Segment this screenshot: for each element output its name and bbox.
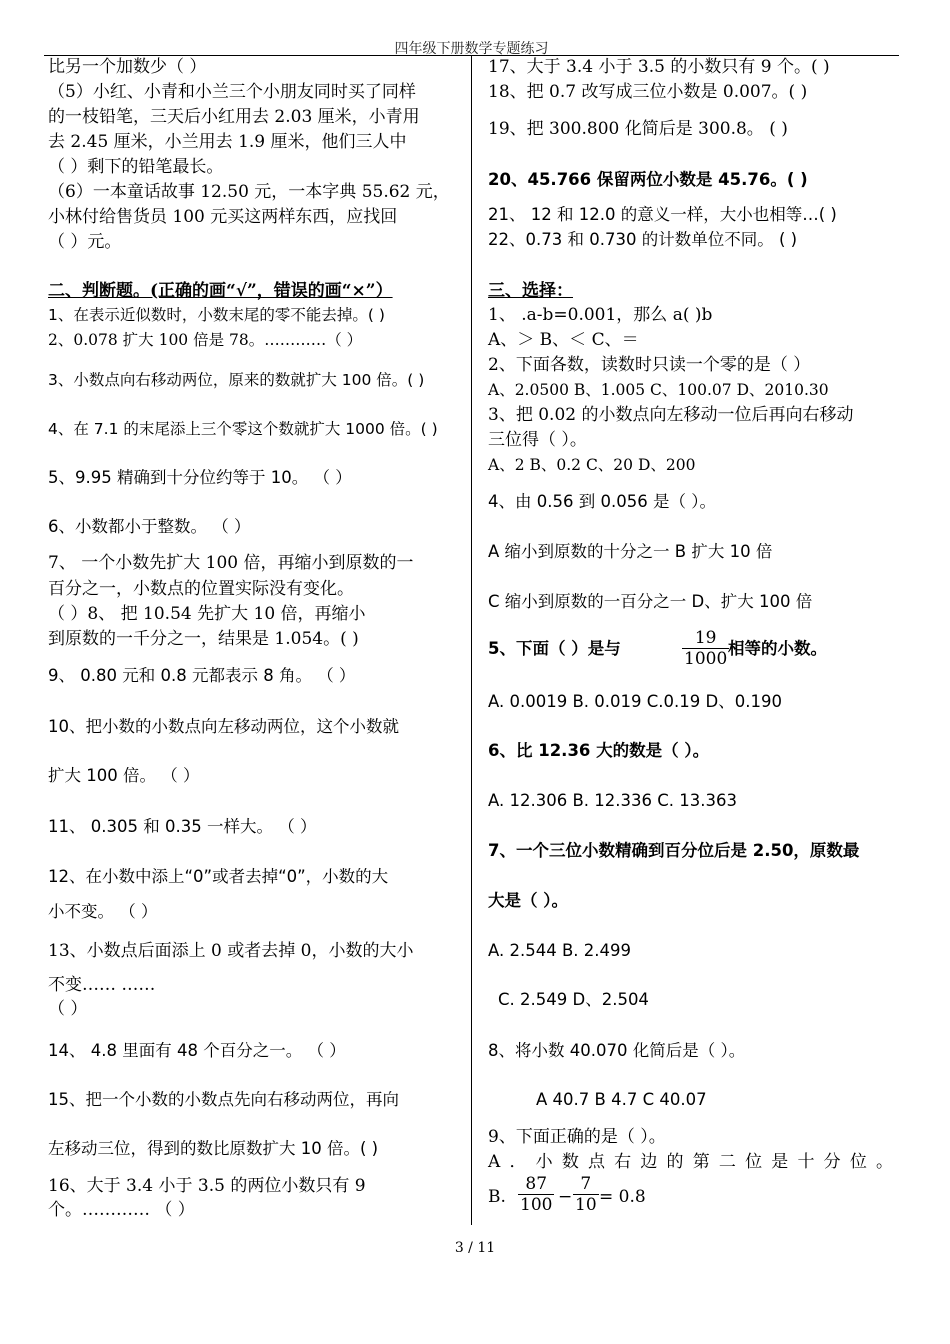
fraction-87-100 (518, 1174, 554, 1215)
judge-item: 百分之一，小数点的位置实际没有变化。 (48, 579, 354, 599)
judge-item: 9、 0.80 元和 0.8 元都表示 8 角。 （ ） (48, 666, 356, 685)
judge-item: 7、 一个小数先扩大 100 倍，再缩小到原数的一 (48, 553, 414, 573)
fraction-numerator: 7 (573, 1174, 599, 1195)
choice-option: A 40.7 B 4.7 C 40.07 (536, 1090, 707, 1109)
judge-item: 21、 12 和 12.0 的意义一样，大小也相等…( ) (488, 205, 837, 224)
choice-option-label: B. (488, 1187, 506, 1207)
judge-item: 到原数的一千分之一，结果是 1.054。( ) (48, 629, 359, 649)
left-line: （5）小红、小青和小兰三个小朋友同时买了同样 (48, 82, 416, 102)
judge-item: 14、 4.8 里面有 48 个百分之一。 （ ） (48, 1041, 346, 1060)
judge-item: 2、0.078 扩大 100 倍是 78。…………（ ） (48, 331, 363, 349)
section-title-choice: 三、选择： (488, 281, 573, 301)
judge-item: （ ）8、 把 10.54 先扩大 10 倍，再缩小 (48, 604, 366, 624)
minus-sign: − (558, 1187, 573, 1207)
fraction-denominator: 1000 (684, 649, 728, 669)
judge-item: 5、9.95 精确到十分位约等于 10。 （ ） (48, 468, 352, 487)
choice-item: 4、由 0.56 到 0.056 是（ ）。 (488, 492, 716, 511)
choice-option: A、＞ B、＜ C、＝ (488, 330, 639, 350)
fraction-numerator: 87 (518, 1174, 554, 1195)
choice-item: 3、把 0.02 的小数点向左移动一位后再向右移动 (488, 405, 854, 425)
choice-item: 6、比 12.36 大的数是（ ）。 (488, 741, 710, 760)
column-divider (471, 55, 472, 1225)
judge-item: 15、把一个小数的小数点先向右移动两位，再向 (48, 1090, 399, 1109)
judge-item: 个。………… （ ） (48, 1200, 195, 1220)
page-number: 3 / 11 (454, 1240, 496, 1256)
judge-item: 4、在 7.1 的末尾添上三个零这个数就扩大 1000 倍。( ) (48, 420, 438, 438)
judge-item: （ ） (48, 999, 88, 1019)
choice-option: A、2.0500 B、1.005 C、100.07 D、2010.30 (488, 381, 829, 399)
choice-option: A. 12.306 B. 12.336 C. 13.363 (488, 791, 737, 810)
choice-item: 2、下面各数，读数时只读一个零的是（ ） (488, 355, 811, 375)
fraction-numerator: 19 (682, 628, 729, 649)
choice-option: A 缩小到原数的十分之一 B 扩大 10 倍 (488, 542, 773, 561)
judge-item: 6、小数都小于整数。 （ ） (48, 517, 251, 536)
left-line: （ ）剩下的铅笔最长。 (48, 157, 224, 177)
judge-item: 17、大于 3.4 小于 3.5 的小数只有 9 个。( ) (488, 57, 830, 77)
left-line: （6）一本童话故事 12.50 元，一本字典 55.62 元， (48, 182, 450, 202)
left-line: 比另一个加数少（ ） (48, 57, 207, 77)
judge-item: 3、小数点向右移动两位，原来的数就扩大 100 倍。( ) (48, 371, 425, 389)
fraction-19-1000 (682, 628, 729, 669)
choice-item: 8、将小数 40.070 化简后是（ ）。 (488, 1041, 746, 1060)
fraction-denominator: 10 (575, 1195, 597, 1215)
judge-item: 10、把小数的小数点向左移动两位，这个小数就 (48, 717, 399, 736)
judge-item: 不变…… …… (48, 975, 156, 995)
judge-item: 扩大 100 倍。 （ ） (48, 766, 200, 785)
judge-item: 16、大于 3.4 小于 3.5 的两位小数只有 9 (48, 1176, 366, 1196)
judge-item: 左移动三位，得到的数比原数扩大 10 倍。( ) (48, 1139, 379, 1158)
choice-option: A、2 B、0.2 C、20 D、200 (488, 456, 696, 474)
judge-item: 11、 0.305 和 0.35 一样大。 （ ） (48, 817, 317, 836)
choice-item: 7、一个三位小数精确到百分位后是 2.50，原数最 (488, 841, 860, 860)
choice-option: C 缩小到原数的一百分之一 D、扩大 100 倍 (488, 592, 813, 611)
choice-item: 1、 .a-b=0.001，那么 a( )b (488, 305, 713, 325)
left-line: 的一枝铅笔，三天后小红用去 2.03 厘米，小青用 (48, 107, 420, 127)
judge-item: 18、把 0.7 改写成三位小数是 0.007。( ) (488, 82, 808, 102)
choice-item: 9、下面正确的是（ ）。 (488, 1127, 666, 1147)
choice-item: 三位得（ ）。 (488, 430, 587, 450)
fraction-7-10 (573, 1174, 599, 1215)
judge-item: 小不变。 （ ） (48, 902, 158, 921)
choice-item: 大是（ ）。 (488, 891, 568, 910)
left-line: （ ）元。 (48, 232, 122, 252)
choice-item: 5、下面（ ）是与 (488, 639, 621, 658)
judge-item: 12、在小数中添上“0”或者去掉“0”，小数的大 (48, 867, 389, 886)
judge-item: 13、小数点后面添上 0 或者去掉 0，小数的大小 (48, 941, 414, 961)
judge-item: 1、在表示近似数时，小数末尾的零不能去掉。( ) (48, 306, 385, 324)
left-line: 小林付给售货员 100 元买这两样东西，应找回 (48, 207, 398, 227)
choice-option: A. 2.544 B. 2.499 (488, 941, 632, 960)
judge-item: 19、把 300.800 化简后是 300.8。 ( ) (488, 119, 788, 139)
section-title-judgement: 二、判断题。(正确的画“√”，错误的画“×”） (48, 281, 393, 301)
fraction-denominator: 100 (520, 1195, 553, 1215)
choice-option: A．小数点右边的第二位是十分位。 (488, 1152, 893, 1172)
left-line: 去 2.45 厘米，小兰用去 1.9 厘米，他们三人中 (48, 132, 407, 152)
choice-option: A. 0.0019 B. 0.019 C.0.19 D、0.190 (488, 692, 782, 711)
equation-result: = 0.8 (599, 1187, 646, 1207)
page-header: 四年级下册数学专题练习 (394, 41, 549, 57)
judge-item: 20、45.766 保留两位小数是 45.76。( ) (488, 170, 808, 189)
choice-item: 相等的小数。 (728, 639, 827, 658)
judge-item: 22、0.73 和 0.730 的计数单位不同。 ( ) (488, 230, 798, 249)
choice-option: C. 2.549 D、2.504 (498, 990, 649, 1009)
